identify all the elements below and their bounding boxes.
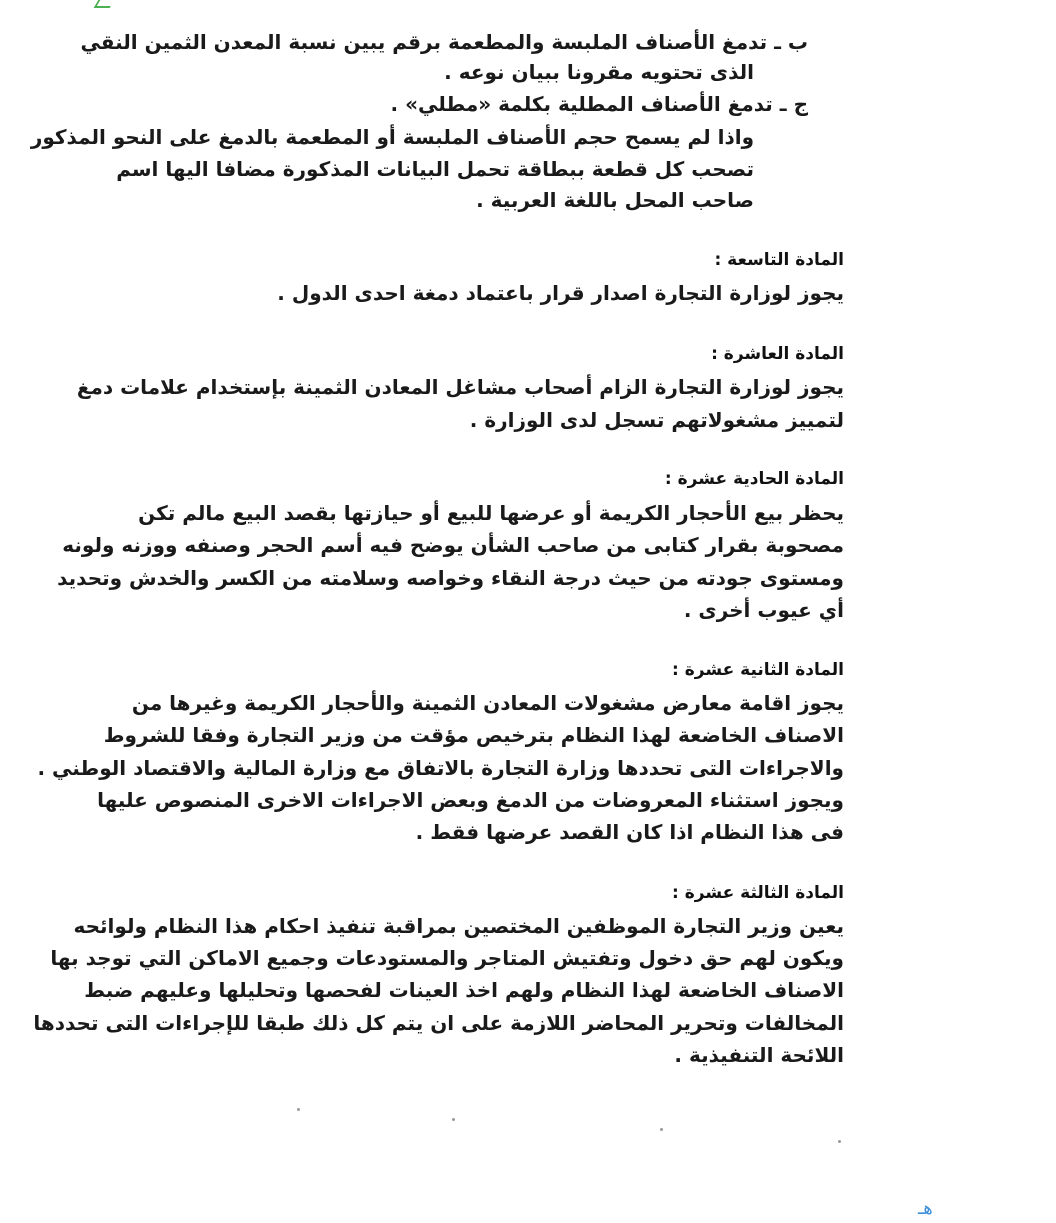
article-11-line-2: مصحوبة بقرار كتابى من صاحب الشأن يوضح فيه أسم الحجر وصنفه ووزنه ولونه [62, 533, 844, 557]
article-10-line-2: لتمييز مشغولاتهم تسجل لدى الوزارة . [469, 408, 844, 432]
article-13-heading: المادة الثالثة عشرة : [672, 883, 844, 903]
scan-speck [452, 1118, 455, 1121]
article-12-line-2: الاصناف الخاضعة لهذا النظام بترخيص مؤقت من وزير التجارة وفقا للشروط [103, 723, 844, 747]
article-12-line-3: والاجراءات التى تحددها وزارة التجارة بالاتفاق مع وزارة المالية والاقتصاد الوطني . [37, 756, 844, 780]
article-12-line-1: يجوز اقامة معارض مشغولات المعادن الثمينة والأحجار الكريمة وغيرها من [131, 691, 844, 715]
article-13-line-2: ويكون لهم حق دخول وتفتيش المتاجر والمستودعات وجميع الاماكن التي توجد بها [50, 946, 844, 970]
scan-speck [297, 1108, 300, 1111]
continuation-line-b: ب ـ تدمغ الأصناف الملبسة والمطعمة برقم يبين نسبة المعدن الثمين النقي [80, 30, 808, 54]
article-10-heading: المادة العاشرة : [711, 344, 844, 364]
scan-speck [838, 1140, 841, 1143]
article-10-line-1: يجوز لوزارة التجارة الزام أصحاب مشاغل المعادن الثمينة بإستخدام علامات دمغ [76, 375, 844, 399]
continuation-line-5: تصحب كل قطعة ببطاقة تحمل البيانات المذكورة مضافا اليها اسم [116, 157, 754, 181]
scan-speck [660, 1128, 663, 1131]
article-12-line-5: فى هذا النظام اذا كان القصد عرضها فقط . [415, 820, 844, 844]
article-11-heading: المادة الحادية عشرة : [664, 469, 844, 489]
article-9-line: يجوز لوزارة التجارة اصدار قرار باعتماد دمغة احدى الدول . [277, 281, 844, 305]
article-9-heading: المادة التاسعة : [714, 250, 844, 270]
article-12-heading: المادة الثانية عشرة : [672, 660, 844, 680]
continuation-line-6: صاحب المحل باللغة العربية . [476, 188, 754, 212]
page-mark: هـ [918, 1198, 933, 1219]
article-13-line-4: المخالفات وتحرير المحاضر اللازمة على ان يتم كل ذلك طبقا للإجراءات التى تحددها [33, 1011, 844, 1035]
continuation-line-c: ج ـ تدمغ الأصناف المطلية بكلمة «مطلي» . [390, 92, 808, 116]
article-11-line-4: أي عيوب أخرى . [683, 598, 844, 622]
article-11-line-3: ومستوى جودته من حيث درجة النقاء وخواصه وسلامته من الكسر والخدش وتحديد [57, 566, 844, 590]
article-13-line-5: اللائحة التنفيذية . [674, 1043, 844, 1067]
article-13-line-1: يعين وزير التجارة الموظفين المختصين بمراقبة تنفيذ احكام هذا النظام ولوائحه [73, 914, 844, 938]
continuation-line-4: واذا لم يسمح حجم الأصناف الملبسة أو المطعمة بالدمغ على النحو المذكور [30, 125, 754, 149]
article-13-line-3: الاصناف الخاضعة لهذا النظام ولهم اخذ العينات لفحصها وتحليلها وعليهم ضبط [84, 978, 844, 1002]
article-12-line-4: ويجوز استثناء المعروضات من الدمغ وبعض الاجراءات الاخرى المنصوص عليها [97, 788, 844, 812]
article-11-line-1: يحظر بيع الأحجار الكريمة أو عرضها للبيع أو حيازتها بقصد البيع مالم تكن [138, 501, 844, 525]
continuation-line-b2: الذى تحتويه مقرونا ببيان نوعه . [444, 60, 754, 84]
corner-mark [94, 0, 115, 8]
